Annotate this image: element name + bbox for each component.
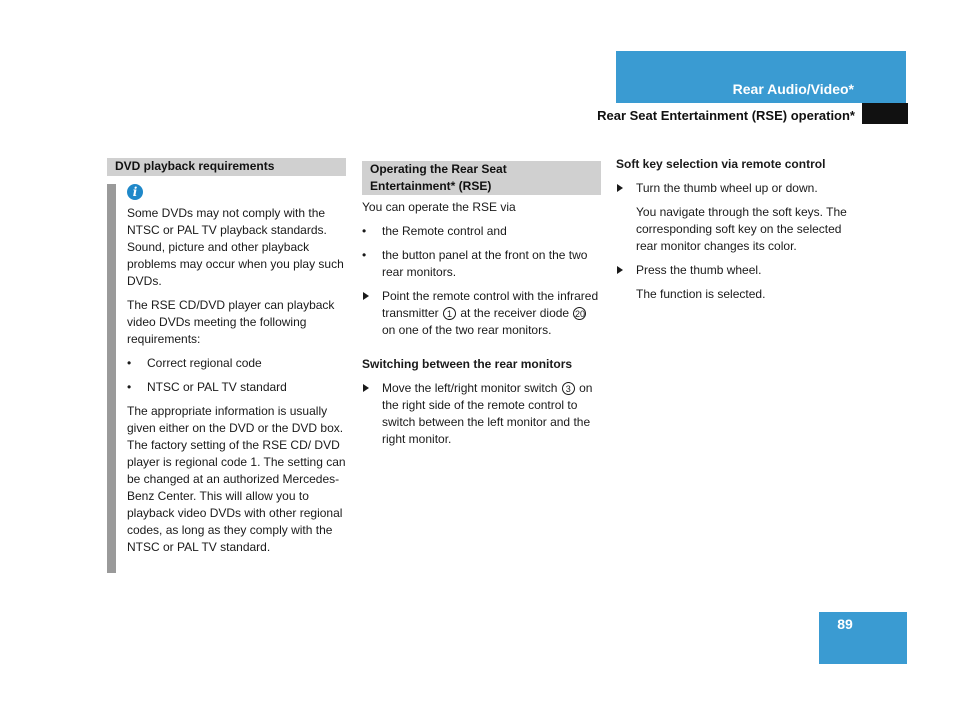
arrow-icon: [617, 184, 623, 192]
note-text: [127, 205, 349, 563]
list-item: • the button panel at the front on the two rear monitors.: [362, 248, 588, 279]
step-result: You navigate through the soft keys. The corresponding soft key on the selected rear monitor changes its color.: [636, 205, 847, 253]
callout-number: 20: [574, 309, 585, 319]
note-paragraph: Some DVDs may not comply with the NTSC or PAL TV playback standards. Sound, picture and other playback problems may occur when you play such DVDs.: [127, 206, 344, 288]
switching-monitors-heading: Switching between the rear monitors: [362, 357, 573, 371]
arrow-icon: [363, 384, 369, 392]
page-number: 89: [837, 616, 853, 632]
rse-text: [362, 199, 602, 455]
operating-rse-heading: Operating the Rear Seat Entertainment* (RSE): [362, 161, 601, 195]
instruction-step: Move the left/right monitor switch 3 on the right side of the remote control to switch between the left monitor and the right monitor.: [362, 380, 602, 448]
note-paragraph: The appropriate information is usually given either on the DVD or the DVD box. The factory setting of the RSE CD/ DVD player is regional code 1. The setting can be changed at an authorized Mercedes-Benz Center. This will allow you to playback video DVDs with other regional codes, as long as they comply with the NTSC or PAL TV standard.: [127, 404, 346, 554]
subsection-title: Rear Seat Entertainment (RSE) operation*: [597, 108, 855, 123]
list-item: • Correct regional code: [127, 356, 262, 370]
note-bar: [107, 184, 116, 573]
arrow-icon: [363, 292, 369, 300]
note-paragraph: The RSE CD/DVD player can playback video DVDs meeting the following requirements:: [127, 298, 335, 346]
soft-key-heading: Soft key selection via remote control: [616, 157, 826, 171]
info-icon: i: [127, 184, 143, 200]
step-result: The function is selected.: [636, 287, 766, 301]
intro-text: You can operate the RSE via: [362, 200, 516, 214]
instruction-step: Point the remote control with the infrared transmitter 1 at the receiver diode 20 on one of the two rear monitors.: [362, 288, 602, 339]
dvd-playback-heading: DVD playback requirements: [107, 158, 346, 176]
instruction-step: Turn the thumb wheel up or down.: [616, 180, 856, 197]
list-item: • NTSC or PAL TV standard: [127, 380, 287, 394]
soft-key-text: [616, 156, 856, 310]
section-title: Rear Audio/Video*: [732, 81, 854, 97]
arrow-icon: [617, 266, 623, 274]
header-marker: [862, 103, 908, 124]
callout-number: 3: [562, 382, 575, 395]
list-item: • the Remote control and: [362, 224, 507, 238]
callout-number: 1: [443, 307, 456, 320]
instruction-step: Press the thumb wheel.: [616, 262, 856, 279]
